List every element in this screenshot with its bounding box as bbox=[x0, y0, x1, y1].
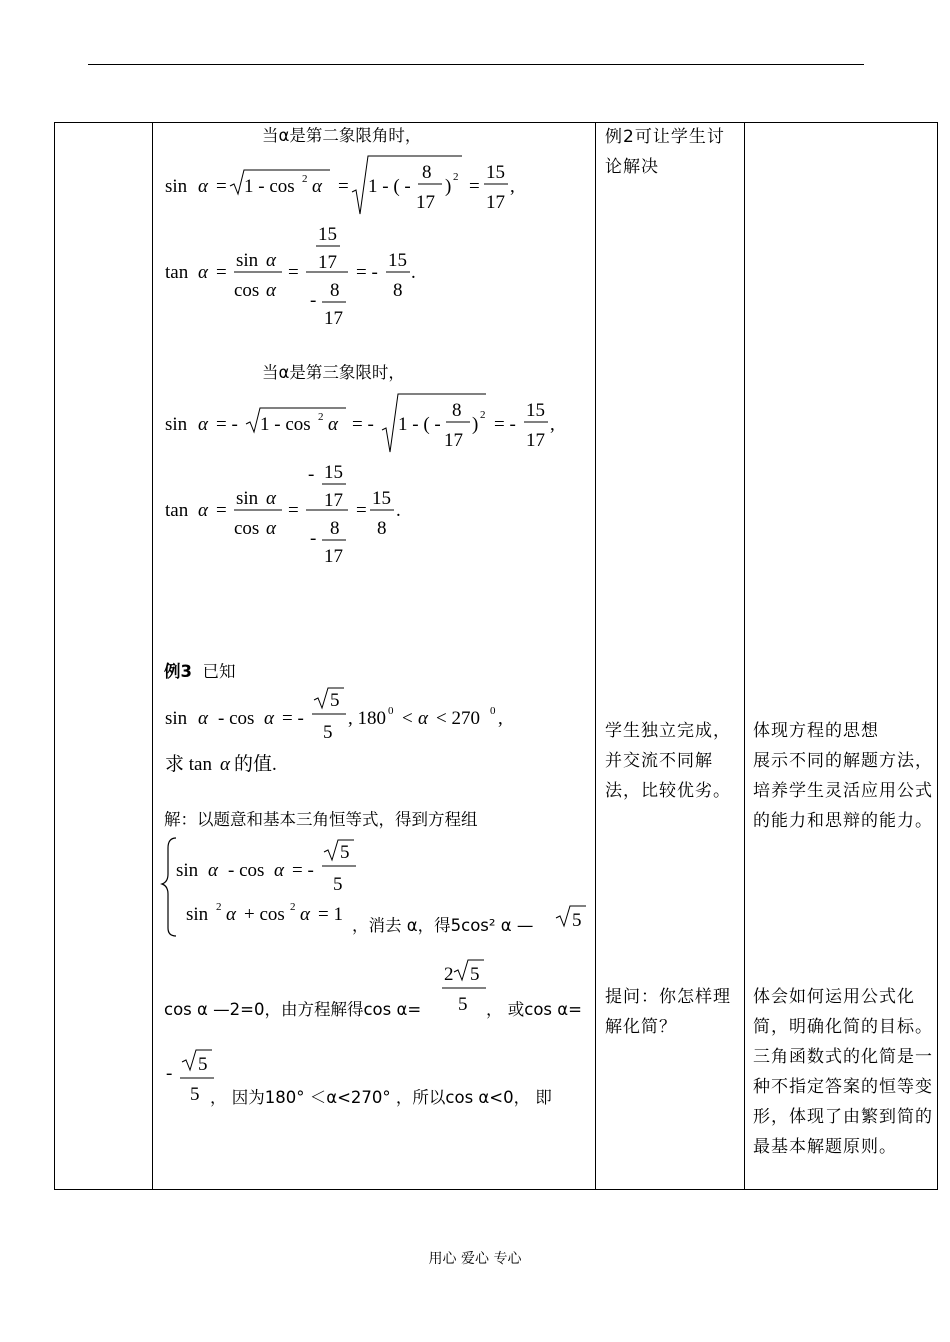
svg-text:=: = bbox=[469, 176, 480, 197]
case3-formulas bbox=[160, 386, 580, 566]
svg-text:α: α bbox=[220, 754, 230, 775]
svg-text:=: = bbox=[288, 262, 299, 283]
svg-text:0: 0 bbox=[388, 705, 394, 717]
svg-text:α: α bbox=[198, 500, 208, 521]
svg-text:): ) bbox=[445, 176, 452, 197]
svg-text:5: 5 bbox=[458, 994, 468, 1015]
svg-text:17: 17 bbox=[444, 430, 463, 451]
svg-text:5: 5 bbox=[323, 722, 333, 743]
svg-text:2: 2 bbox=[444, 964, 454, 985]
svg-text:15: 15 bbox=[324, 462, 343, 483]
header-rule bbox=[88, 64, 864, 65]
svg-text:= 1: = 1 bbox=[318, 904, 343, 925]
svg-text:sin: sin bbox=[186, 904, 209, 925]
svg-text:17: 17 bbox=[486, 192, 505, 213]
svg-text:α: α bbox=[266, 250, 276, 271]
svg-text:sin: sin bbox=[236, 488, 259, 509]
svg-text:α: α bbox=[266, 280, 276, 301]
svg-text:α: α bbox=[198, 176, 208, 197]
svg-text:=: = bbox=[216, 176, 227, 197]
note-example2: 例2可让学生讨论解决 bbox=[605, 127, 725, 177]
svg-text:=: = bbox=[216, 262, 227, 283]
svg-text:= -: = - bbox=[494, 414, 516, 435]
svg-text:sin: sin bbox=[165, 708, 188, 729]
svg-text:α: α bbox=[198, 262, 208, 283]
svg-text:15: 15 bbox=[486, 162, 505, 183]
svg-text:=: = bbox=[356, 500, 367, 521]
svg-text:tan: tan bbox=[165, 500, 189, 521]
svg-text:8: 8 bbox=[452, 400, 462, 421]
note-methods: 展示不同的解题方法，培养学生灵活应用公式的能力和思辩的能力。 bbox=[753, 751, 933, 831]
svg-text:5: 5 bbox=[198, 1054, 208, 1075]
svg-text:的值.: 的值. bbox=[234, 754, 277, 775]
cos-equation-text: cos α —2=0，由方程解得cos α= bbox=[164, 1000, 422, 1019]
svg-text:15: 15 bbox=[372, 488, 391, 509]
svg-text:=: = bbox=[216, 500, 227, 521]
svg-text:8: 8 bbox=[422, 162, 432, 183]
svg-text:17: 17 bbox=[324, 546, 343, 566]
example3-lead: 已知 bbox=[202, 662, 236, 681]
svg-text:,: , bbox=[510, 176, 515, 197]
svg-text:17: 17 bbox=[416, 192, 435, 213]
svg-text:α: α bbox=[208, 860, 218, 881]
svg-text:α: α bbox=[312, 176, 322, 197]
svg-text:17: 17 bbox=[324, 308, 343, 328]
svg-text:+ cos: + cos bbox=[244, 904, 285, 925]
column-divider-1 bbox=[152, 122, 153, 1190]
svg-text:α: α bbox=[274, 860, 284, 881]
column-divider-2 bbox=[595, 122, 596, 1190]
svg-text:- cos: - cos bbox=[218, 708, 255, 729]
svg-text:-: - bbox=[310, 528, 317, 549]
case3-heading: 当α是第三象限时， bbox=[262, 363, 405, 382]
svg-text:5: 5 bbox=[190, 1084, 200, 1105]
svg-text:cos: cos bbox=[234, 280, 260, 301]
svg-text:8: 8 bbox=[330, 518, 340, 539]
neg-sign: - bbox=[166, 1063, 173, 1084]
note-equation-idea: 体现方程的思想 bbox=[753, 721, 879, 741]
svg-text:8: 8 bbox=[330, 280, 340, 301]
svg-text:1 - ( -: 1 - ( - bbox=[368, 176, 411, 197]
svg-text:求 tan: 求 tan bbox=[165, 754, 212, 775]
root1-fraction bbox=[440, 954, 488, 1016]
svg-text:= -: = - bbox=[356, 262, 378, 283]
svg-text:cos: cos bbox=[234, 518, 260, 539]
eliminate-text: ，消去 α，得5cos² α — bbox=[352, 916, 534, 935]
svg-text:sin: sin bbox=[236, 250, 259, 271]
svg-text:1 - cos: 1 - cos bbox=[244, 176, 295, 197]
svg-text:8: 8 bbox=[393, 280, 403, 301]
svg-text:α: α bbox=[226, 904, 236, 925]
svg-text:1 - ( -: 1 - ( - bbox=[398, 414, 441, 435]
svg-text:15: 15 bbox=[318, 224, 337, 245]
example3-label: 例3 bbox=[164, 662, 192, 681]
example3-condition bbox=[160, 686, 580, 786]
svg-text:α: α bbox=[266, 488, 276, 509]
svg-text:sin: sin bbox=[165, 414, 188, 435]
solution-intro: 解：以题意和基本三角恒等式，得到方程组 bbox=[164, 810, 478, 829]
svg-text:< 270: < 270 bbox=[436, 708, 480, 729]
svg-text:2: 2 bbox=[290, 901, 296, 913]
svg-text:=: = bbox=[288, 500, 299, 521]
svg-text:,: , bbox=[550, 414, 555, 435]
svg-text:- cos: - cos bbox=[228, 860, 265, 881]
svg-text:α: α bbox=[198, 414, 208, 435]
or-text: ， 或cos α= bbox=[486, 1000, 582, 1019]
case2-heading: 当α是第二象限角时， bbox=[262, 126, 422, 145]
eliminate-sqrt5 bbox=[554, 900, 590, 932]
svg-text:8: 8 bbox=[377, 518, 387, 539]
svg-text:.: . bbox=[396, 500, 401, 521]
equation-system bbox=[160, 834, 370, 944]
svg-text:5: 5 bbox=[470, 964, 480, 985]
note-simplify: 体会如何运用公式化简，明确化简的目标。三角函数式的化简是一种不指定答案的恒等变形，体现了由繁到简的最基本解题原则。 bbox=[753, 987, 933, 1157]
svg-text:<: < bbox=[402, 708, 413, 729]
svg-text:α: α bbox=[264, 708, 274, 729]
svg-text:2: 2 bbox=[318, 411, 324, 423]
svg-text:15: 15 bbox=[526, 400, 545, 421]
svg-text:0: 0 bbox=[490, 705, 496, 717]
note-question: 提问：你怎样理解化简？ bbox=[605, 987, 731, 1037]
svg-text:α: α bbox=[328, 414, 338, 435]
svg-text:=: = bbox=[338, 176, 349, 197]
svg-text:2: 2 bbox=[453, 171, 459, 183]
svg-text:-: - bbox=[310, 290, 317, 311]
svg-text:sin: sin bbox=[176, 860, 199, 881]
svg-text:α: α bbox=[266, 518, 276, 539]
svg-text:α: α bbox=[300, 904, 310, 925]
svg-text:17: 17 bbox=[324, 490, 343, 511]
svg-text:= -: = - bbox=[282, 708, 304, 729]
svg-text:,: , bbox=[498, 708, 503, 729]
svg-text:α: α bbox=[198, 708, 208, 729]
svg-text:= -: = - bbox=[216, 414, 238, 435]
note-independent: 学生独立完成，并交流不同解法，比较优劣。 bbox=[605, 721, 731, 801]
column-divider-3 bbox=[744, 122, 745, 1190]
page-footer: 用心 爱心 专心 bbox=[428, 1251, 522, 1267]
svg-text:1 - cos: 1 - cos bbox=[260, 414, 311, 435]
svg-text:5: 5 bbox=[340, 842, 350, 863]
svg-text:sin: sin bbox=[165, 176, 188, 197]
svg-text:tan: tan bbox=[165, 262, 189, 283]
svg-text:= -: = - bbox=[292, 860, 314, 881]
svg-text:2: 2 bbox=[302, 173, 308, 185]
svg-text:2: 2 bbox=[480, 409, 486, 421]
svg-text:, 180: , 180 bbox=[348, 708, 386, 729]
example3-heading bbox=[164, 662, 235, 682]
svg-text:5: 5 bbox=[333, 874, 343, 895]
svg-text:α: α bbox=[418, 708, 428, 729]
svg-text:5: 5 bbox=[330, 690, 340, 711]
svg-text:17: 17 bbox=[526, 430, 545, 451]
svg-text:15: 15 bbox=[388, 250, 407, 271]
svg-text:17: 17 bbox=[318, 252, 337, 273]
svg-text:2: 2 bbox=[216, 901, 222, 913]
svg-text:.: . bbox=[411, 262, 416, 283]
svg-text:= -: = - bbox=[352, 414, 374, 435]
case2-formulas bbox=[160, 148, 580, 328]
svg-text:): ) bbox=[472, 414, 479, 435]
because-text: ， 因为180° ＜α<270° ，所以cos α<0， 即 bbox=[210, 1088, 552, 1107]
svg-text:-: - bbox=[308, 464, 315, 485]
svg-text:5: 5 bbox=[572, 910, 582, 931]
cos-equation-line bbox=[164, 1000, 421, 1020]
